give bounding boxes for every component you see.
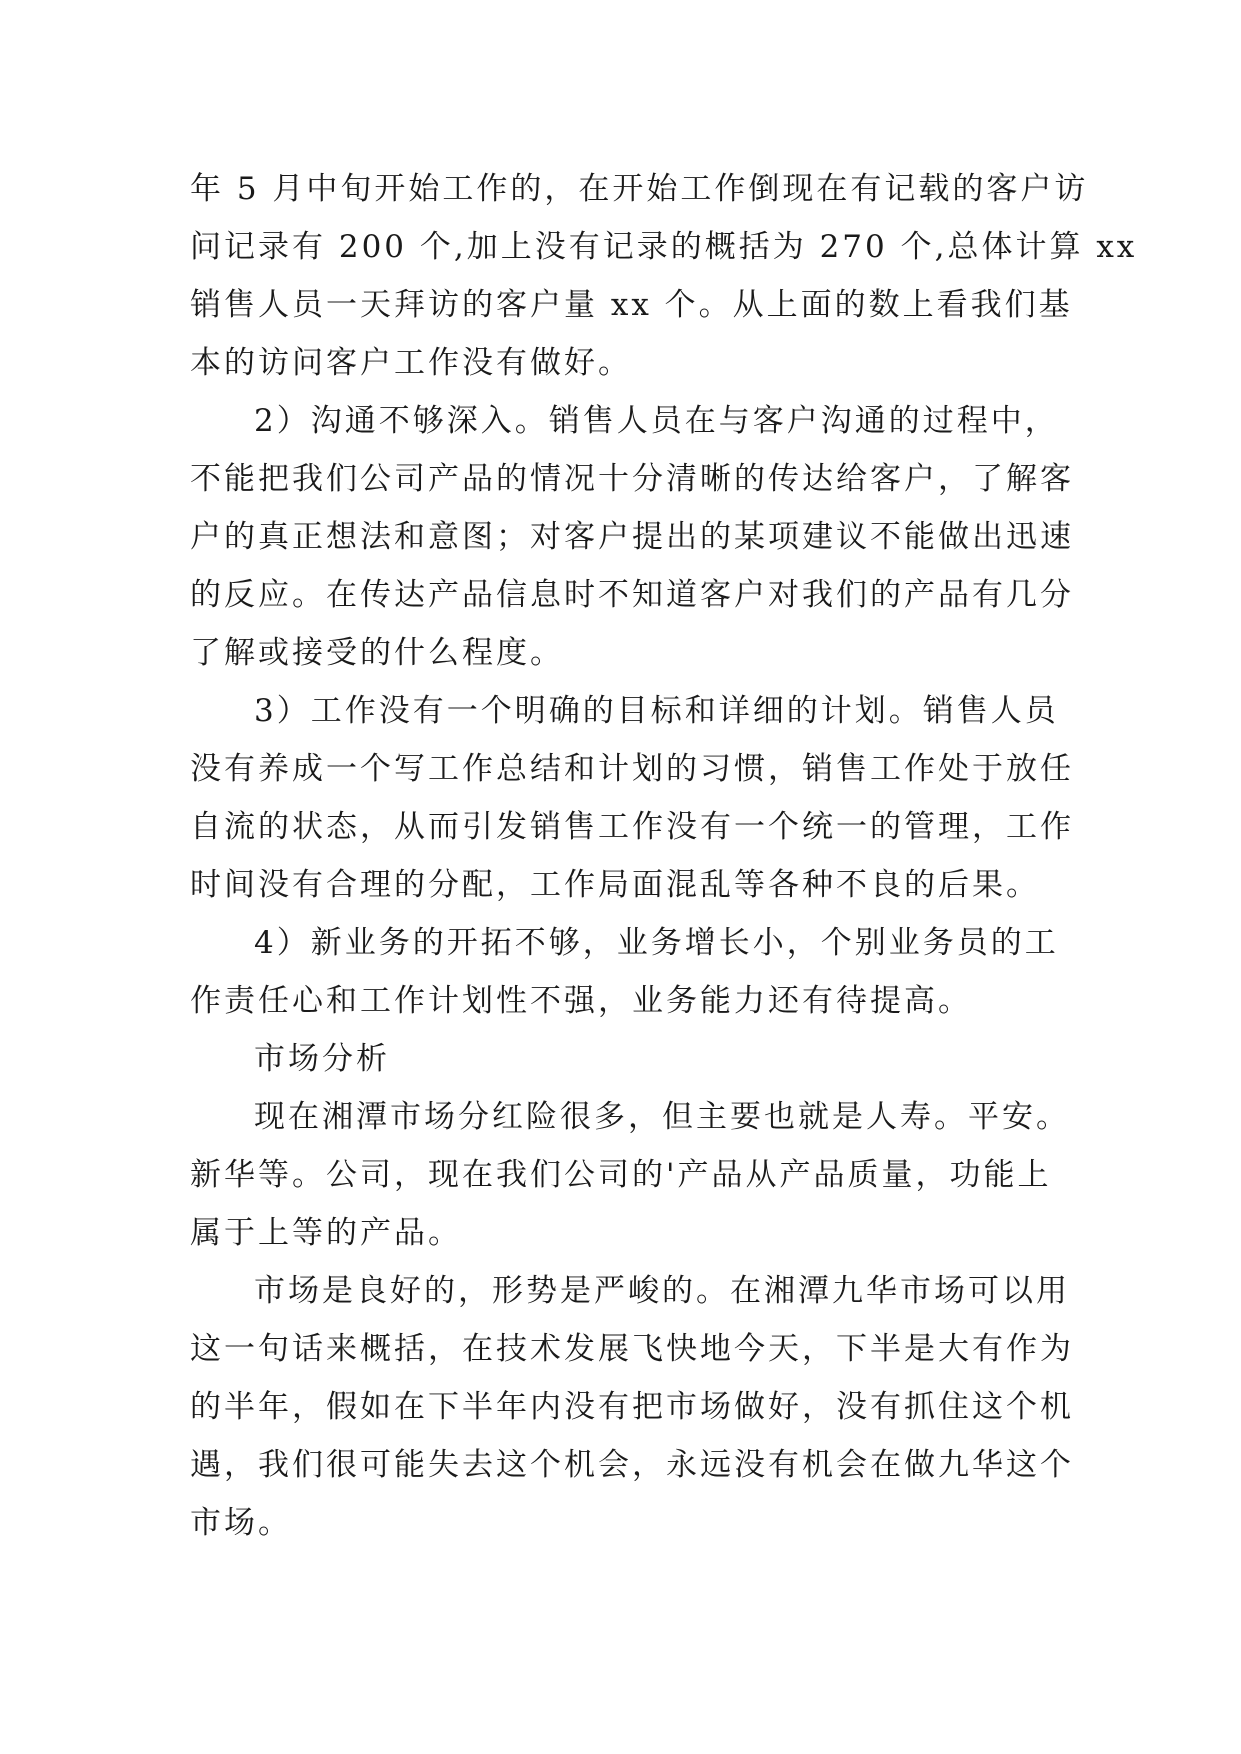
text-line: 2）沟通不够深入。销售人员在与客户沟通的过程中， (254, 403, 1059, 439)
paragraph (190, 1262, 1074, 1552)
text-line: 市场。 (190, 1505, 292, 1541)
paragraph (190, 160, 1138, 392)
text-line: 市场分析 (254, 1041, 390, 1077)
text-line: 销售人员一天拜访的客户量 xx 个。从上面的数上看我们基 (190, 287, 1073, 323)
text-line: 4）新业务的开拓不够，业务增长小，个别业务员的工 (254, 925, 1059, 961)
text-line: 的半年，假如在下半年内没有把市场做好，没有抓住这个机 (190, 1389, 1074, 1425)
text-line: 现在湘潭市场分红险很多，但主要也就是人寿。平安。 (254, 1099, 1070, 1135)
paragraph (190, 392, 1074, 682)
text-line: 属于上等的产品。 (190, 1215, 462, 1251)
text-line: 本的访问客户工作没有做好。 (190, 345, 632, 381)
text-line: 作责任心和工作计划性不强，业务能力还有待提高。 (190, 983, 972, 1019)
text-line: 没有养成一个写工作总结和计划的习惯，销售工作处于放任 (190, 751, 1074, 787)
text-line: 市场是良好的，形势是严峻的。在湘潭九华市场可以用 (254, 1273, 1070, 1309)
paragraph (190, 1030, 1070, 1088)
text-line: 的反应。在传达产品信息时不知道客户对我们的产品有几分 (190, 577, 1074, 613)
text-line: 遇，我们很可能失去这个机会，永远没有机会在做九华这个 (190, 1447, 1074, 1483)
text-line: 新华等。公司，现在我们公司的'产品从产品质量，功能上 (190, 1157, 1052, 1193)
text-line: 自流的状态，从而引发销售工作没有一个统一的管理，工作 (190, 809, 1074, 845)
paragraph (190, 914, 1070, 1030)
text-line: 时间没有合理的分配，工作局面混乱等各种不良的后果。 (190, 867, 1040, 903)
text-line: 3）工作没有一个明确的目标和详细的计划。销售人员 (254, 693, 1059, 729)
text-line: 年 5 月中旬开始工作的，在开始工作倒现在有记载的客户访 (190, 171, 1089, 207)
document-body (190, 160, 1138, 1552)
text-line: 户的真正想法和意图；对客户提出的某项建议不能做出迅速 (190, 519, 1074, 555)
text-line: 不能把我们公司产品的情况十分清晰的传达给客户，了解客 (190, 461, 1074, 497)
text-line: 了解或接受的什么程度。 (190, 635, 564, 671)
paragraph (190, 1088, 1070, 1262)
paragraph (190, 682, 1074, 914)
text-line: 问记录有 200 个,加上没有记录的概括为 270 个,总体计算 xx (190, 229, 1138, 265)
text-line: 这一句话来概括，在技术发展飞快地今天，下半是大有作为 (190, 1331, 1074, 1367)
